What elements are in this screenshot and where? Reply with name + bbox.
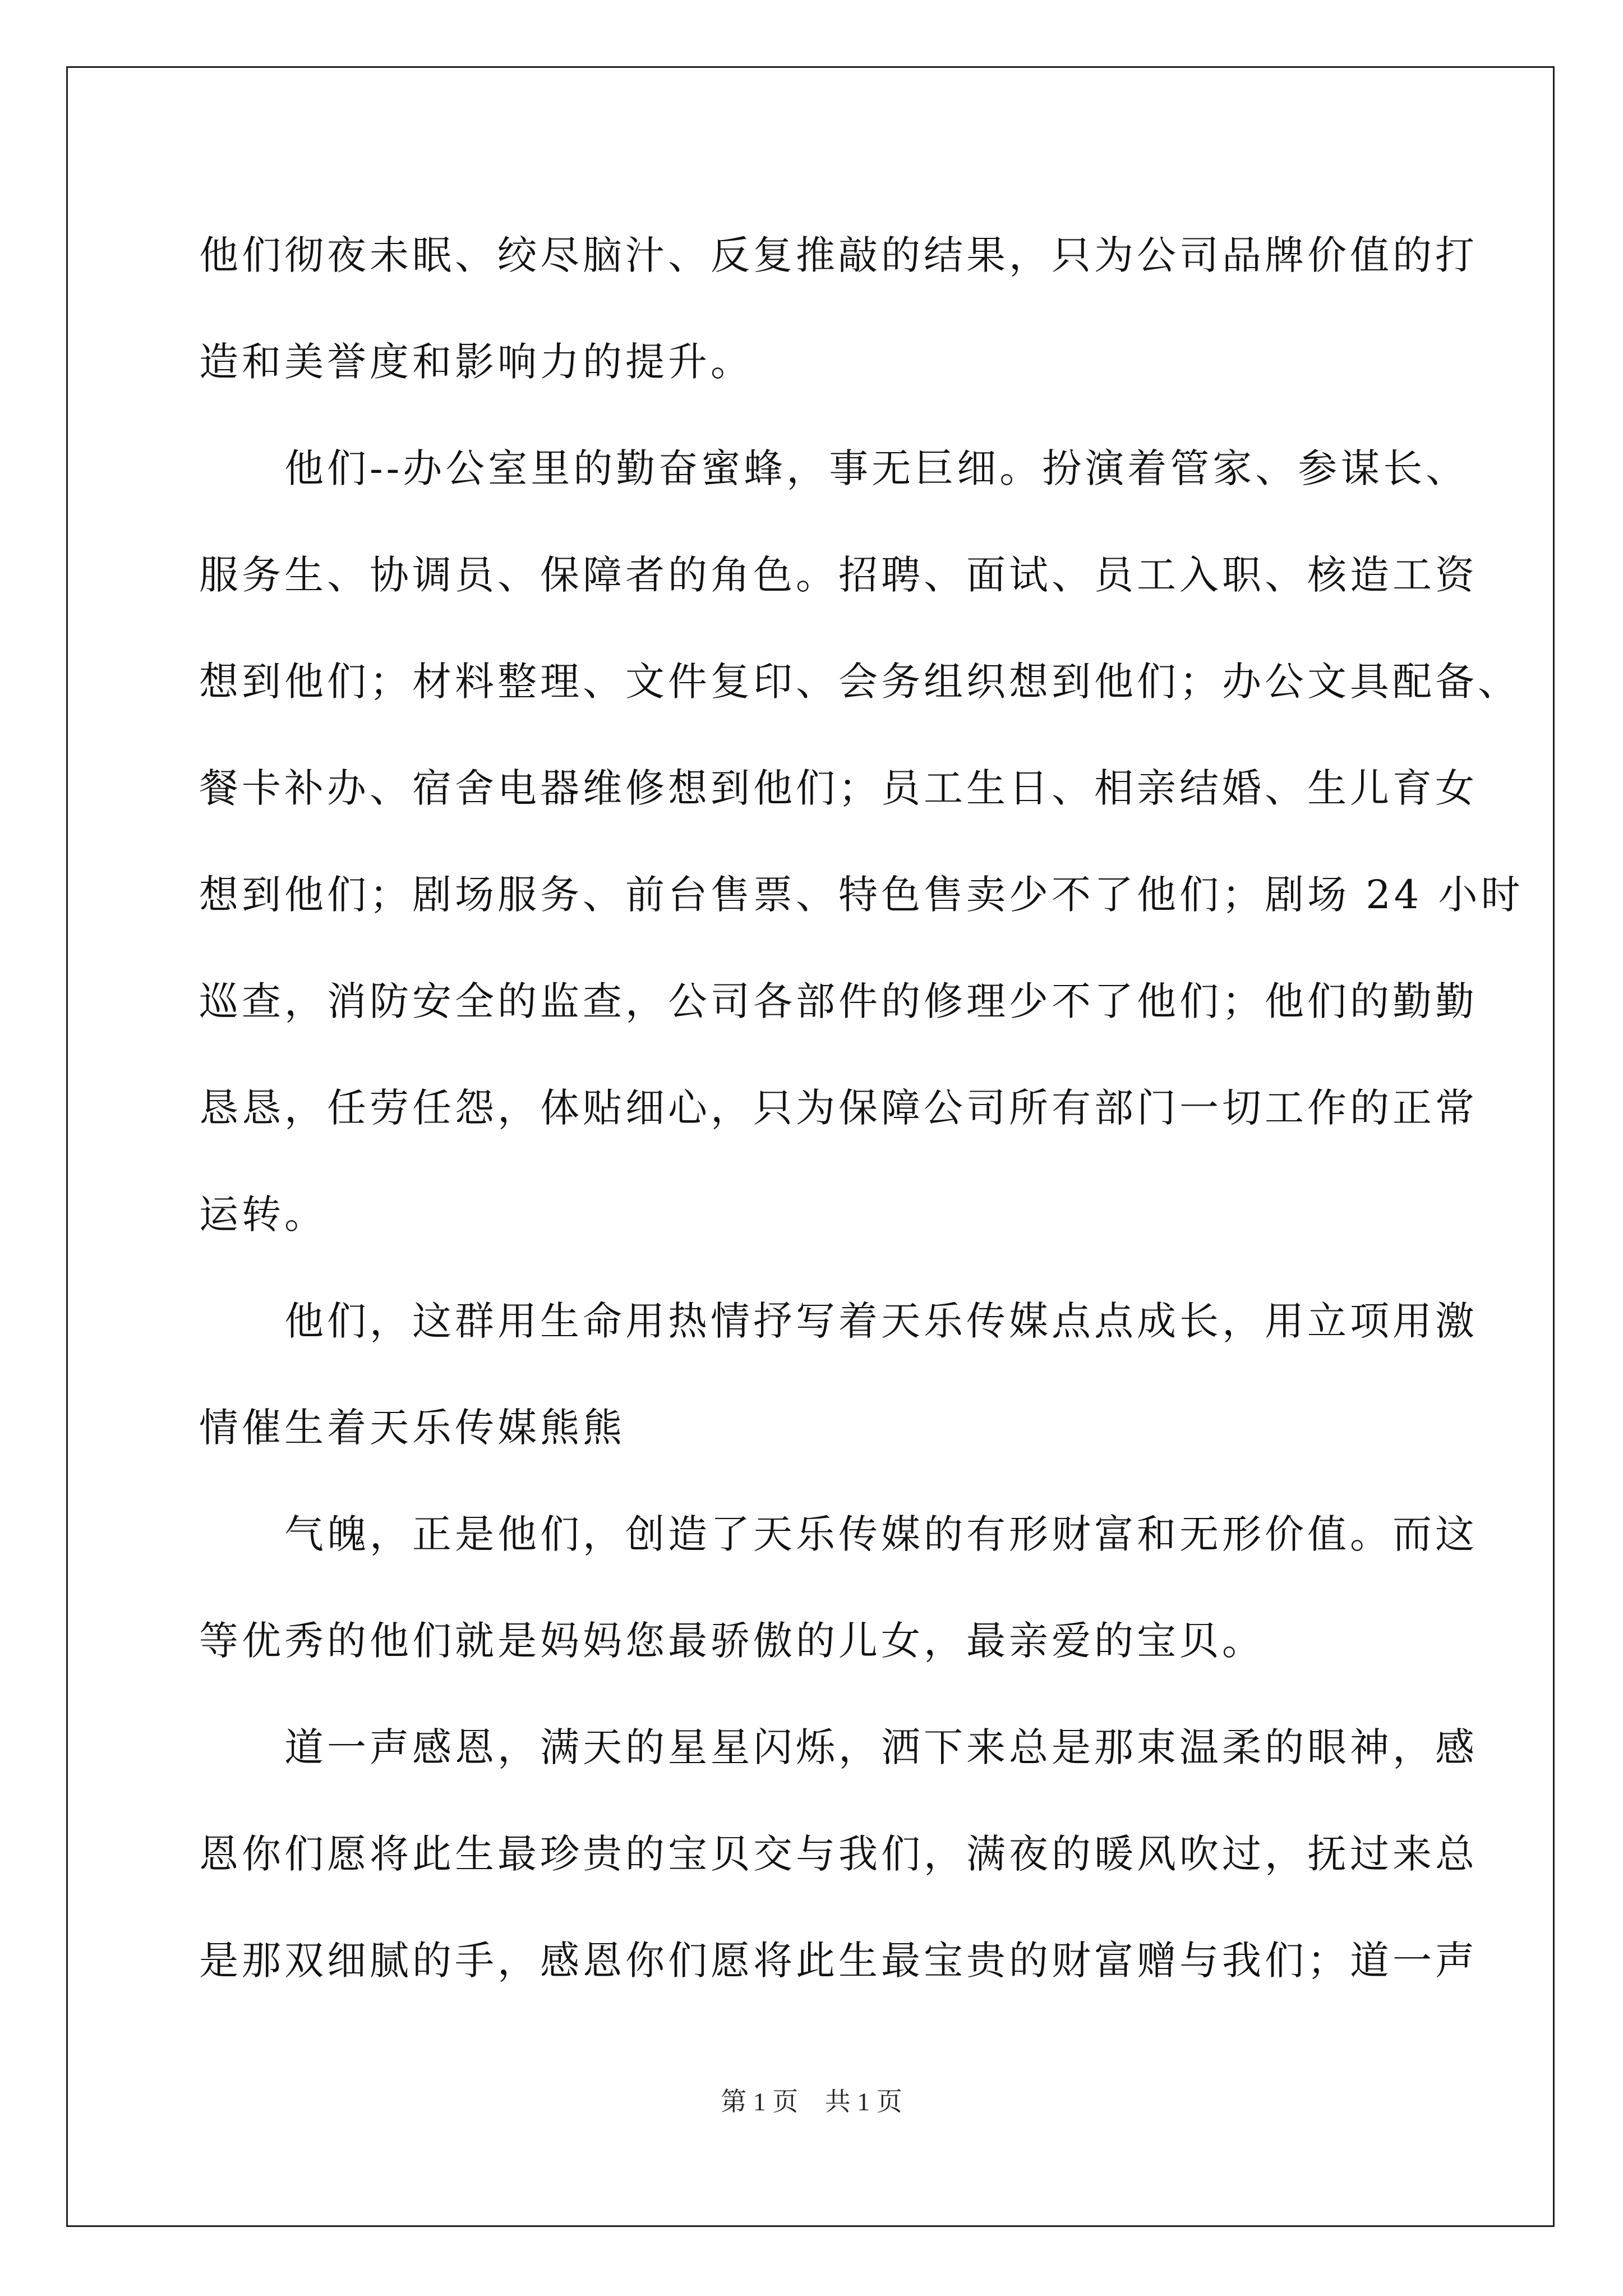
- text-line: 恩你们愿将此生最珍贵的宝贝交与我们，满夜的暖风吹过，抚过来总: [199, 1831, 1478, 1877]
- text-line: 他们彻夜未眠、绞尽脑汁、反复推敲的结果，只为公司品牌价值的打: [199, 232, 1478, 278]
- text-line: 是那双细腻的手，感恩你们愿将此生最宝贵的财富赠与我们；道一声: [199, 1938, 1478, 1984]
- text-line: 服务生、协调员、保障者的角色。招聘、面试、员工入职、核造工资: [199, 552, 1478, 598]
- text-line: 道一声感恩，满天的星星闪烁，洒下来总是那束温柔的眼神，感: [199, 1724, 1478, 1770]
- text-line: 造和美誉度和影响力的提升。: [199, 339, 753, 385]
- text-line: 恳恳，任劳任怨，体贴细心，只为保障公司所有部门一切工作的正常: [199, 1085, 1478, 1131]
- text-line: 他们，这群用生命用热情抒写着天乐传媒点点成长，用立项用激: [199, 1298, 1478, 1344]
- text-line: 想到他们；剧场服务、前台售票、特色售卖少不了他们；剧场 24 小时: [199, 872, 1524, 918]
- text-line: 等优秀的他们就是妈妈您最骄傲的儿女，最亲爱的宝贝。: [199, 1618, 1265, 1664]
- text-line: 情催生着天乐传媒熊熊: [199, 1405, 625, 1451]
- page-total: 共 1 页: [824, 2087, 902, 2116]
- text-line: 气魄，正是他们，创造了天乐传媒的有形财富和无形价值。而这: [199, 1511, 1478, 1557]
- document-body: [199, 213, 1524, 2025]
- text-line: 想到他们；材料整理、文件复印、会务组织想到他们；办公文具配备、: [199, 659, 1520, 705]
- text-line: 他们--办公室里的勤奋蜜蜂，事无巨细。扮演着管家、参谋长、: [199, 445, 1469, 491]
- text-line: 巡查，消防安全的监查，公司各部件的修理少不了他们；他们的勤勤: [199, 978, 1478, 1024]
- text-line: 运转。: [199, 1191, 327, 1237]
- page-footer: [0, 2081, 1623, 2118]
- text-line: 餐卡补办、宿舍电器维修想到他们；员工生日、相亲结婚、生儿育女: [199, 765, 1478, 811]
- page-number: 第 1 页: [721, 2087, 799, 2116]
